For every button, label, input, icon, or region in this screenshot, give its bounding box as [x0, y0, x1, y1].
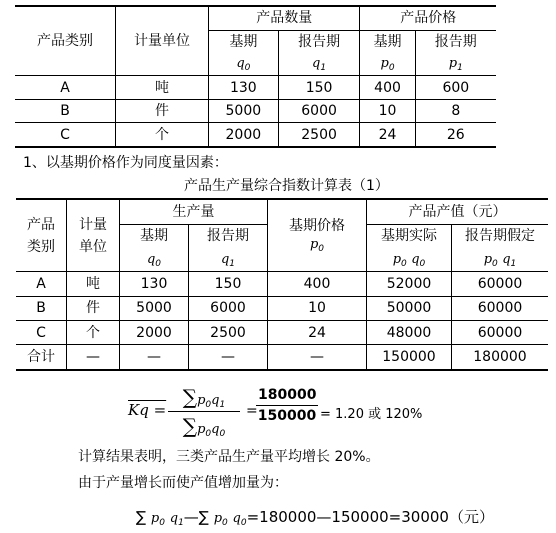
header-report-assumed: 报告期假定 — [452, 224, 549, 248]
cell-q1: 6000 — [189, 296, 268, 320]
table-row — [15, 76, 496, 100]
table-row — [16, 296, 548, 320]
cell-category: C — [16, 321, 67, 345]
header-q-base: 基期 — [209, 30, 279, 53]
cell-p0: 10 — [360, 99, 415, 123]
cell-p0: 400 — [268, 272, 367, 296]
header-category: 产品 类别 — [16, 199, 67, 272]
cell-p0q0: 150000 — [367, 345, 452, 370]
formula-lhs: Kq = — [128, 401, 167, 419]
cell-p0: — — [268, 345, 367, 370]
cell-q1: 2500 — [278, 123, 360, 147]
header-quantity: 产品数量 — [209, 6, 360, 30]
header-p-report: 报告期 — [415, 30, 496, 53]
cell-q0: 5000 — [120, 296, 189, 320]
cell-category: A — [16, 272, 67, 296]
cell-unit: — — [67, 345, 120, 370]
cell-p0: 24 — [268, 321, 367, 345]
symbol-p0: $p_0$ — [360, 53, 415, 76]
header-price: 产品价格 — [360, 6, 496, 30]
cell-q0: 130 — [120, 272, 189, 296]
value-increase-formula: ∑ $p_0$ $q_1—\sum$ $p_0$ $q_0=180000—150000=30000$（元） — [136, 508, 494, 528]
header-unit: 计量单位 — [116, 6, 209, 76]
header-category: 产品类别 — [15, 6, 116, 76]
cell-category: B — [15, 99, 116, 123]
increase-statement: 由于产量增长而使产值增加量为： — [78, 475, 288, 491]
cell-p1: 26 — [415, 123, 496, 147]
cell-p0q1: 180000 — [452, 345, 549, 370]
table-title: 产品生产量综合指数计算表（1） — [184, 178, 389, 194]
cell-unit: 个 — [67, 321, 120, 345]
index-formula: Kq = $\frac{\sum p0q1}{\sum p0q0}$ = $\frac{180000}{150000}$ = 1.20 或 120% — [128, 385, 423, 439]
header-unit: 计量 单位 — [67, 199, 120, 272]
table-row — [16, 321, 548, 345]
cell-p0q0: 52000 — [367, 272, 452, 296]
table-row — [16, 272, 548, 296]
cell-category: C — [15, 123, 116, 147]
cell-q1: 6000 — [278, 99, 360, 123]
cell-q1: 150 — [189, 272, 268, 296]
header-p-base: 基期 — [360, 30, 415, 53]
cell-q1: 150 — [278, 76, 360, 100]
product-data-table — [15, 5, 496, 148]
section-heading: 1、以基期价格作为同度量因素： — [23, 155, 228, 171]
result-statement: 计算结果表明，三类产品生产量平均增长 20%。 — [78, 449, 380, 465]
header-base-actual: 基期实际 — [367, 224, 452, 248]
cell-category: 合计 — [16, 345, 67, 370]
cell-p0q1: 60000 — [452, 296, 549, 320]
formula-result: = 1.20 或 120% — [320, 407, 423, 422]
cell-q1: 2500 — [189, 321, 268, 345]
table-row — [15, 123, 496, 147]
cell-q0: — — [120, 345, 189, 370]
cell-category: A — [15, 76, 116, 100]
cell-p0: 24 — [360, 123, 415, 147]
symbol-q0: $q_0$ — [120, 248, 189, 272]
symbol-q1: $q_1$ — [278, 53, 360, 76]
header-base-price: 基期价格 $p_0$ — [268, 199, 367, 272]
cell-p0q1: 60000 — [452, 321, 549, 345]
header-value: 产品产值（元） — [367, 199, 549, 224]
cell-unit: 吨 — [67, 272, 120, 296]
formula-value-fraction: $\frac{180000}{150000}$ — [257, 387, 317, 424]
cell-p0: 400 — [360, 76, 415, 100]
header-q-report: 报告期 — [278, 30, 360, 53]
cell-p0q0: 48000 — [367, 321, 452, 345]
cell-unit: 件 — [67, 296, 120, 320]
header-report: 报告期 — [189, 224, 268, 248]
symbol-p0q0: $p_0$ $q_0$ — [367, 248, 452, 272]
cell-q0: 130 — [209, 76, 279, 100]
table-row-total — [16, 345, 548, 370]
cell-unit: 吨 — [116, 76, 209, 100]
cell-p0q0: 50000 — [367, 296, 452, 320]
index-calculation-table — [16, 198, 548, 371]
formula-symbolic-fraction: $\frac{\sum p0q1}{\sum p0q0}$ — [168, 385, 240, 438]
cell-category: B — [16, 296, 67, 320]
cell-p1: 8 — [415, 99, 496, 123]
cell-p0q1: 60000 — [452, 272, 549, 296]
cell-q0: 2000 — [120, 321, 189, 345]
cell-p0: 10 — [268, 296, 367, 320]
cell-unit: 件 — [116, 99, 209, 123]
header-production: 生产量 — [120, 199, 268, 224]
cell-q0: 5000 — [209, 99, 279, 123]
symbol-p0q1: $p_0$ $q_1$ — [452, 248, 549, 272]
cell-q1: — — [189, 345, 268, 370]
symbol-q0: $q_0$ — [209, 53, 279, 76]
symbol-p1: $p_1$ — [415, 53, 496, 76]
symbol-q1: $q_1$ — [189, 248, 268, 272]
cell-p1: 600 — [415, 76, 496, 100]
cell-q0: 2000 — [209, 123, 279, 147]
table-row — [15, 99, 496, 123]
cell-unit: 个 — [116, 123, 209, 147]
header-base: 基期 — [120, 224, 189, 248]
